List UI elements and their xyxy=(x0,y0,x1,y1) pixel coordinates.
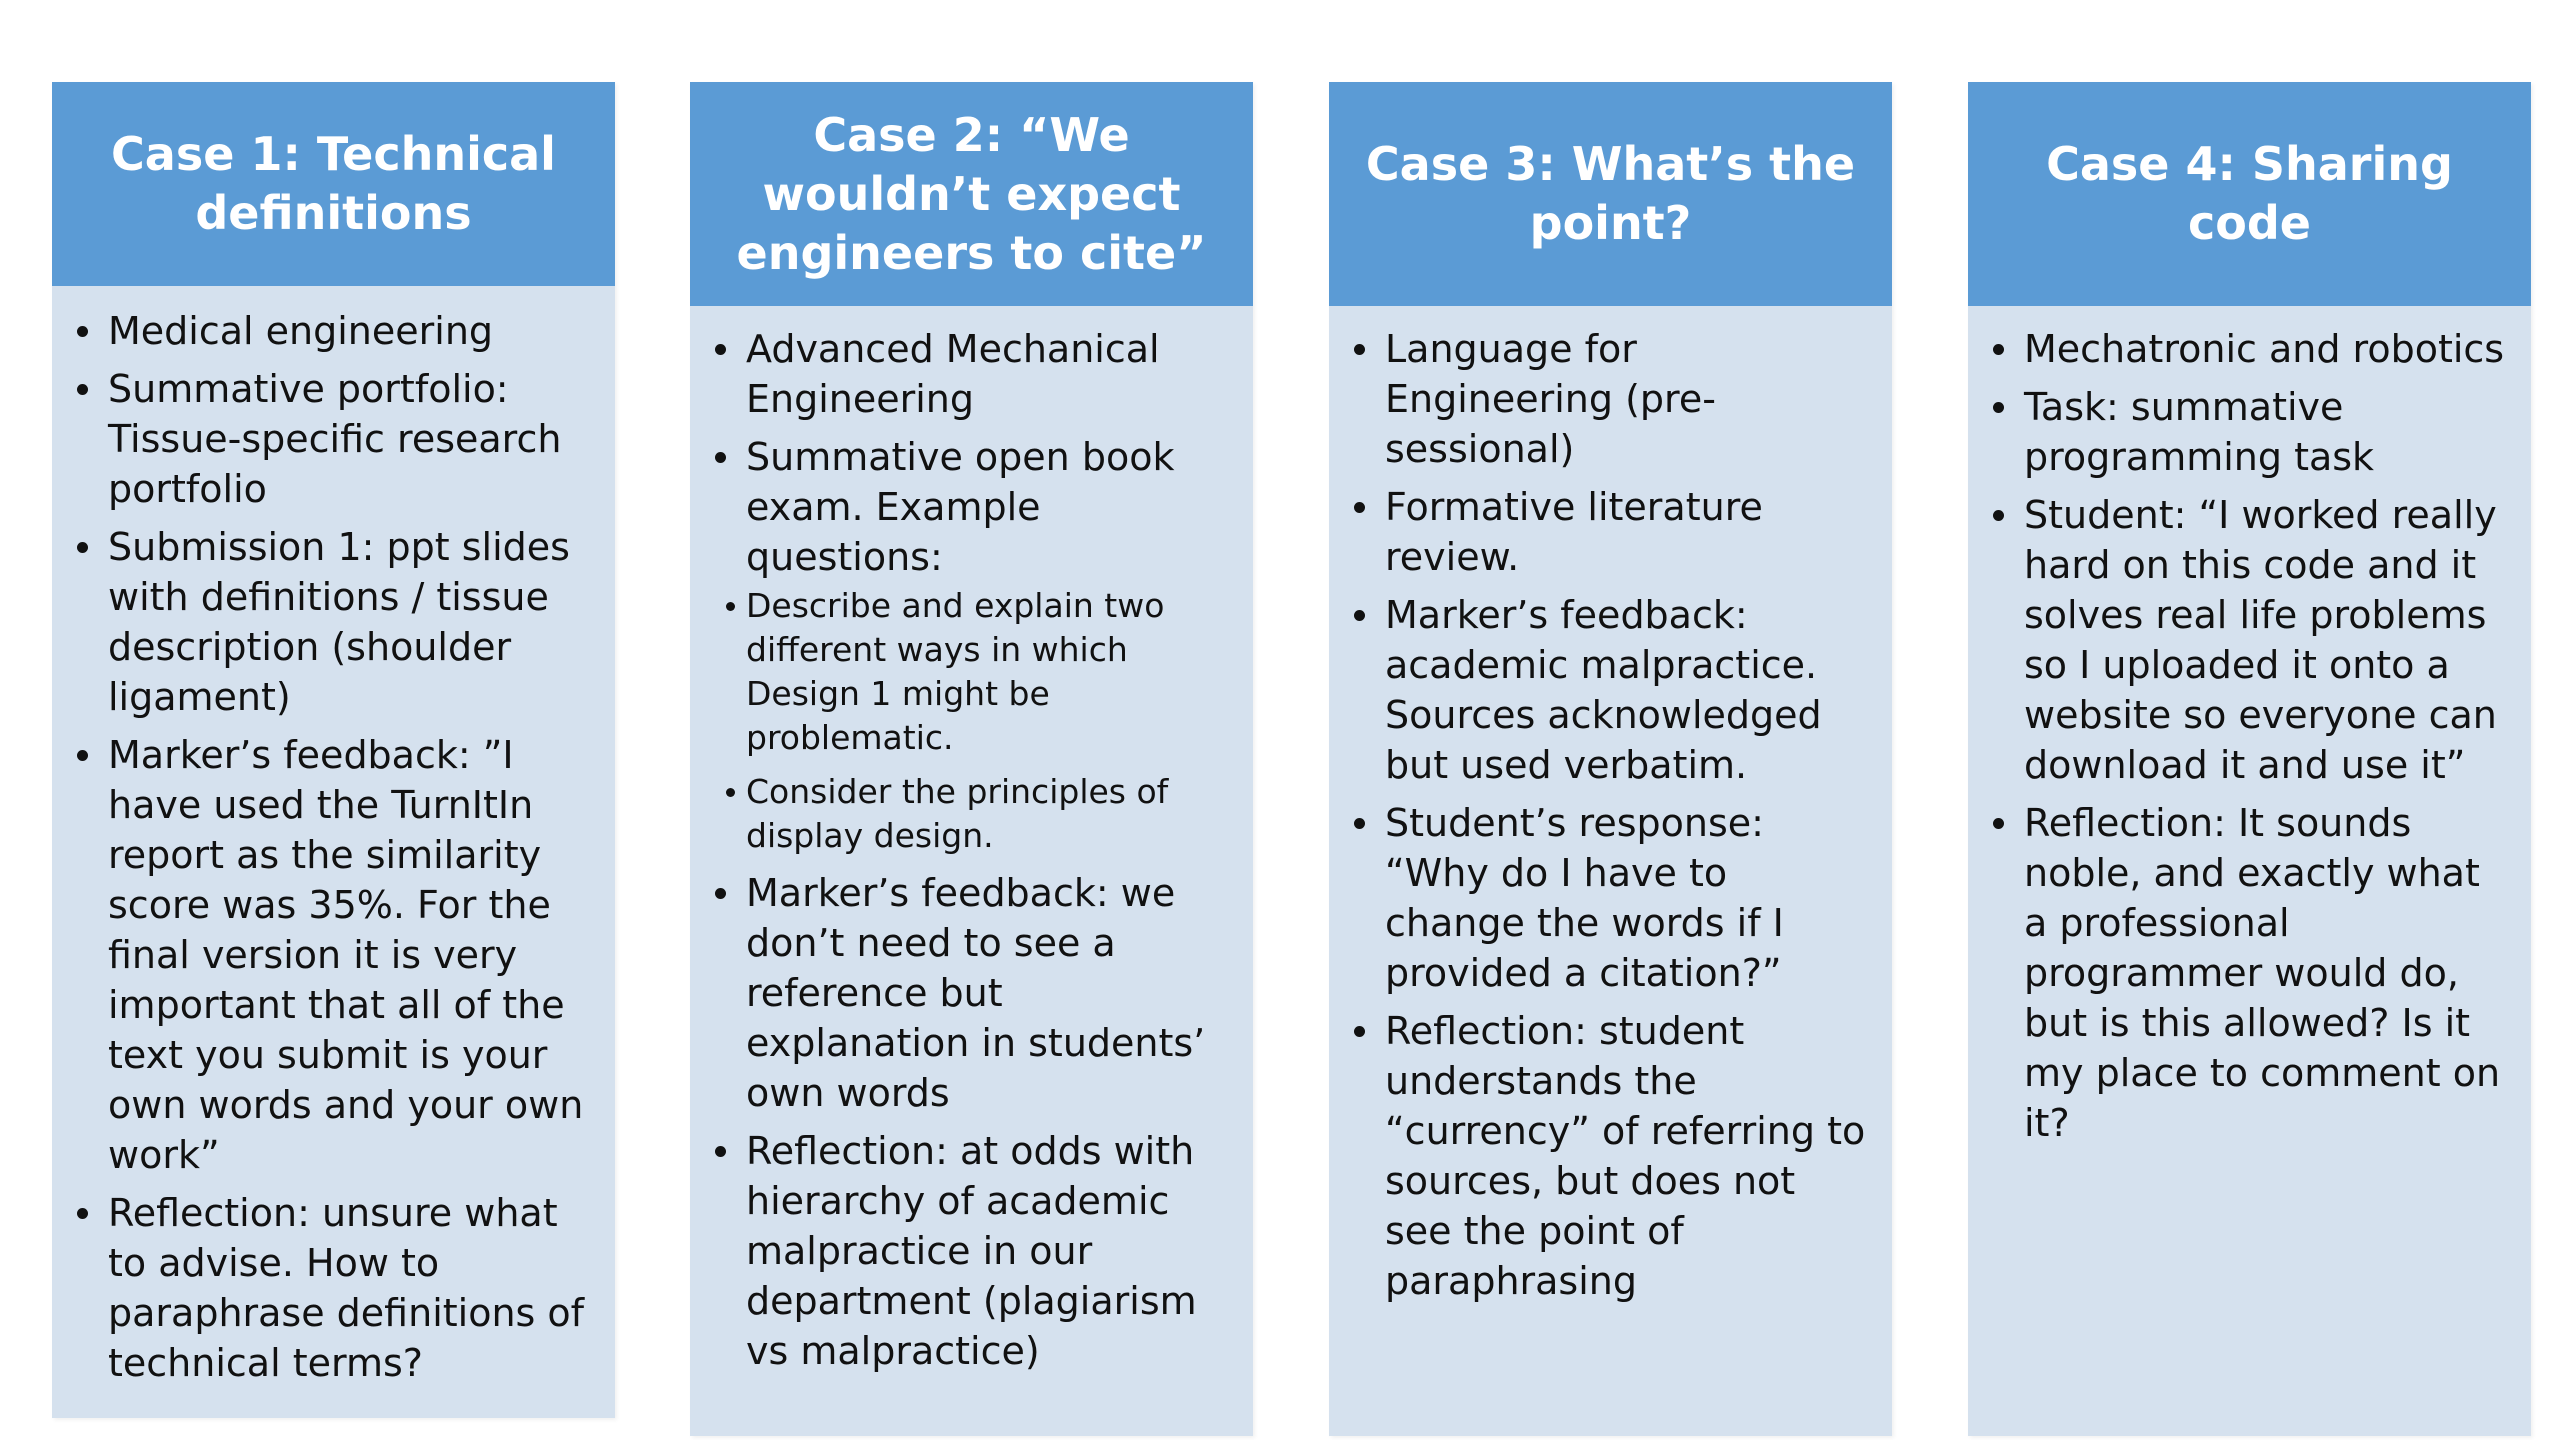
case-2-bullet: Advanced Mechanical Engineering xyxy=(710,324,1233,424)
case-2-title: Case 2: “We wouldn’t expect engineers to cite” xyxy=(736,107,1207,280)
case-1-bullet: Submission 1: ppt slides with definitions / tissue description (shoulder ligament) xyxy=(72,522,595,722)
case-4-bullet-list xyxy=(1968,306,2531,1148)
case-2-bullet: Marker’s feedback: we don’t need to see a reference but explanation in students’ own words xyxy=(710,868,1233,1118)
case-4-bullet: Mechatronic and robotics xyxy=(1988,324,2511,374)
case-1-bullet: Marker’s feedback: ”I have used the TurnItIn report as the similarity score was 35%. For the final version it is very important that all of the text you submit is your own words and your own work” xyxy=(72,730,595,1180)
case-1-header xyxy=(52,82,615,286)
case-4-bullet: Student: “I worked really hard on this code and it solves real life problems so I uploaded it onto a website so everyone can download it and use it” xyxy=(1988,490,2511,790)
case-2-bullet: Reflection: at odds with hierarchy of academic malpractice in our department (plagiarism vs malpractice) xyxy=(710,1126,1233,1376)
case-3-header xyxy=(1329,82,1892,306)
case-1-bullet: Summative portfolio: Tissue-specific research portfolio xyxy=(72,364,595,514)
case-2-bullet-list xyxy=(690,306,1253,1376)
case-4-header xyxy=(1968,82,2531,306)
case-3-bullet: Language for Engineering (pre-sessional) xyxy=(1349,324,1872,474)
case-2-column xyxy=(690,82,1253,1436)
case-4-bullet: Task: summative programming task xyxy=(1988,382,2511,482)
case-1-column xyxy=(52,82,615,1418)
case-3-bullet: Reflection: student understands the “currency” of referring to sources, but does not see the point of paraphrasing xyxy=(1349,1006,1872,1306)
case-4-title: Case 4: Sharing code xyxy=(2046,137,2453,250)
case-2-sub-bullet: Describe and explain two different ways in which Design 1 might be problematic. xyxy=(724,584,1233,760)
case-3-column xyxy=(1329,82,1892,1436)
case-1-bullet: Reflection: unsure what to advise. How to paraphrase definitions of technical terms? xyxy=(72,1188,595,1388)
case-3-bullet: Marker’s feedback: academic malpractice. Sources acknowledged but used verbatim. xyxy=(1349,590,1872,790)
case-4-column xyxy=(1968,82,2531,1436)
case-1-bullet: Medical engineering xyxy=(72,306,595,356)
case-1-title: Case 1: Technical definitions xyxy=(111,127,556,240)
case-3-title: Case 3: What’s the point? xyxy=(1365,137,1856,250)
case-2-header xyxy=(690,82,1253,306)
case-2-sub-bullet: Consider the principles of display design. xyxy=(724,770,1233,858)
case-2-bullet-text: Summative open book exam. Example questions: xyxy=(746,435,1175,579)
case-1-bullet-list xyxy=(52,286,615,1388)
case-3-bullet-list xyxy=(1329,306,1892,1306)
case-2-sub-bullet-list xyxy=(724,584,1233,858)
case-2-bullet xyxy=(710,432,1233,858)
case-3-bullet: Student’s response: “Why do I have to change the words if I provided a citation?” xyxy=(1349,798,1872,998)
case-4-bullet: Reflection: It sounds noble, and exactly what a professional programmer would do, but is this allowed? Is it my place to comment on it? xyxy=(1988,798,2511,1148)
case-3-bullet: Formative literature review. xyxy=(1349,482,1872,582)
